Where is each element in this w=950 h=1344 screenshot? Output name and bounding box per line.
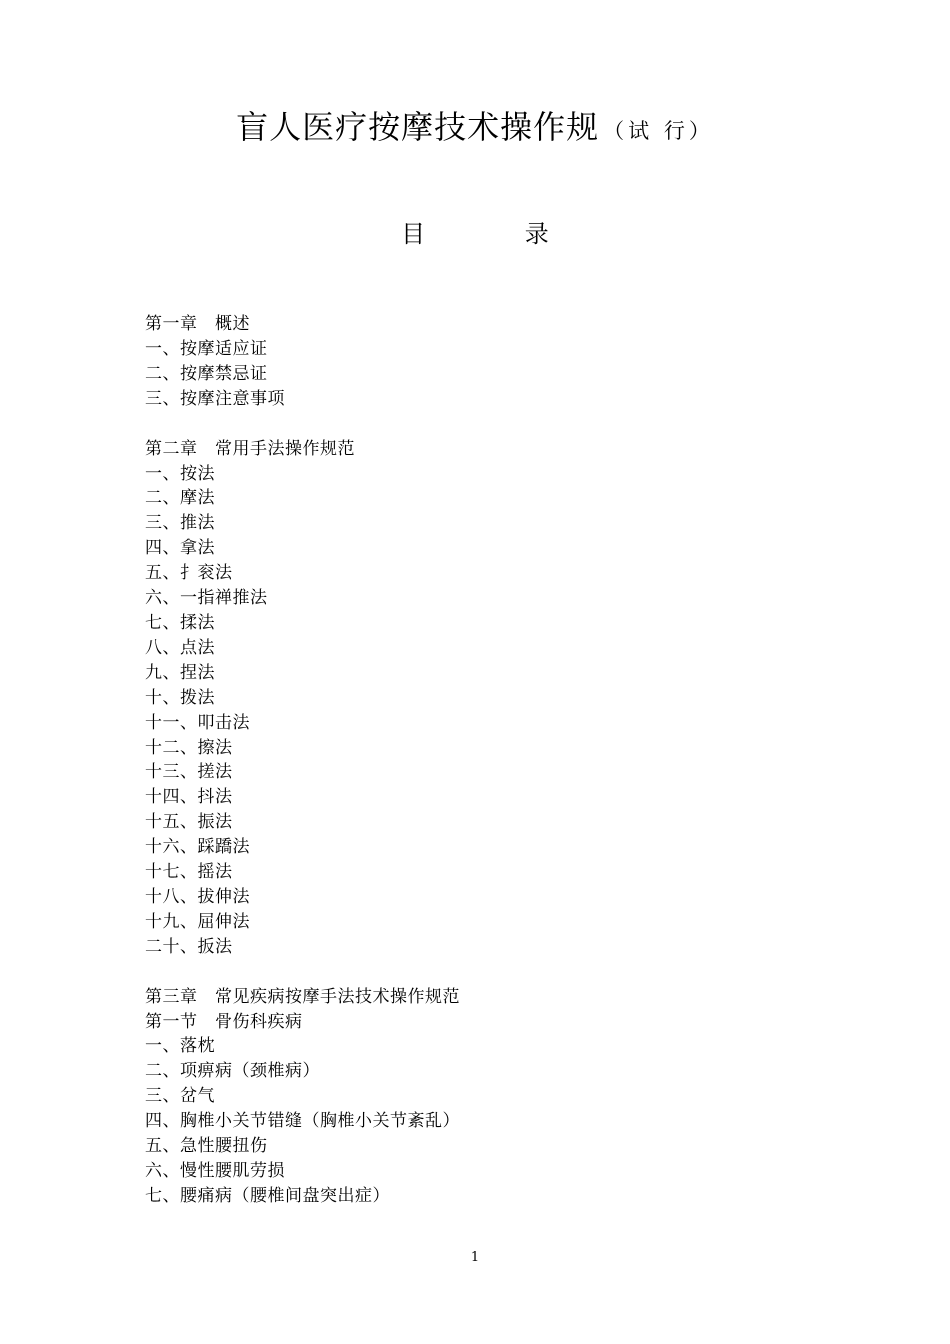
toc-entry: 四、拿法: [145, 538, 215, 559]
toc-entry: 四、胸椎小关节错缝（胸椎小关节紊乱）: [145, 1111, 460, 1132]
toc-entry: 一、按摩适应证: [145, 338, 268, 359]
toc-entry: 九、捏法: [145, 662, 215, 683]
toc-entry: 五、扌衮法: [145, 563, 233, 584]
toc-entry: 七、腰痛病（腰椎间盘突出症）: [145, 1185, 390, 1206]
table-of-contents: [145, 312, 865, 1234]
toc-heading: 目 录: [401, 220, 595, 248]
toc-entry: 三、岔气: [145, 1086, 215, 1107]
toc-entry: 十四、抖法: [145, 787, 233, 808]
toc-entry: 十九、屈伸法: [145, 911, 250, 932]
toc-entry: 八、点法: [145, 637, 215, 658]
toc-entry: 六、一指禅推法: [145, 588, 268, 609]
toc-chapter-3: [145, 985, 865, 1209]
toc-chapter-2: [145, 437, 865, 960]
toc-entry: 十八、拔伸法: [145, 886, 250, 907]
toc-entry: 二十、扳法: [145, 936, 233, 957]
document-title: [0, 102, 950, 148]
toc-chapter-1: [145, 312, 865, 412]
toc-entry: 七、揉法: [145, 612, 215, 633]
toc-entry: 二、项痹病（颈椎病）: [145, 1061, 320, 1082]
toc-entry: 五、急性腰扭伤: [145, 1136, 268, 1157]
toc-entry: 一、落枕: [145, 1036, 215, 1057]
toc-chapter-title: 第二章 常用手法操作规范: [145, 438, 355, 459]
toc-entry: 二、按摩禁忌证: [145, 363, 268, 384]
toc-entry: 十二、擦法: [145, 737, 233, 758]
toc-entry: 六、慢性腰肌劳损: [145, 1161, 285, 1181]
toc-entry: 三、按摩注意事项: [145, 388, 285, 409]
toc-entry: 十七、摇法: [145, 862, 233, 883]
title-suffix: （试 行）: [603, 119, 714, 143]
toc-entry: 十三、搓法: [145, 762, 233, 783]
toc-chapter-title: 第一章 概述: [145, 314, 250, 334]
toc-entry: 十一、叩击法: [145, 712, 250, 733]
title-main: 盲人医疗按摩技术操作规: [236, 108, 600, 146]
toc-section-title: 第一节 骨伤科疾病: [145, 1011, 303, 1032]
toc-entry: 二、摩法: [145, 488, 215, 509]
toc-entry: 三、推法: [145, 513, 215, 534]
toc-entry: 十、拨法: [145, 687, 215, 708]
toc-chapter-title: 第三章 常见疾病按摩手法技术操作规范: [145, 986, 460, 1007]
toc-entry: 十五、振法: [145, 812, 233, 833]
toc-entry: 一、按法: [145, 463, 215, 484]
page-number: 1: [470, 1250, 480, 1265]
toc-entry: 十六、踩蹻法: [145, 837, 250, 858]
